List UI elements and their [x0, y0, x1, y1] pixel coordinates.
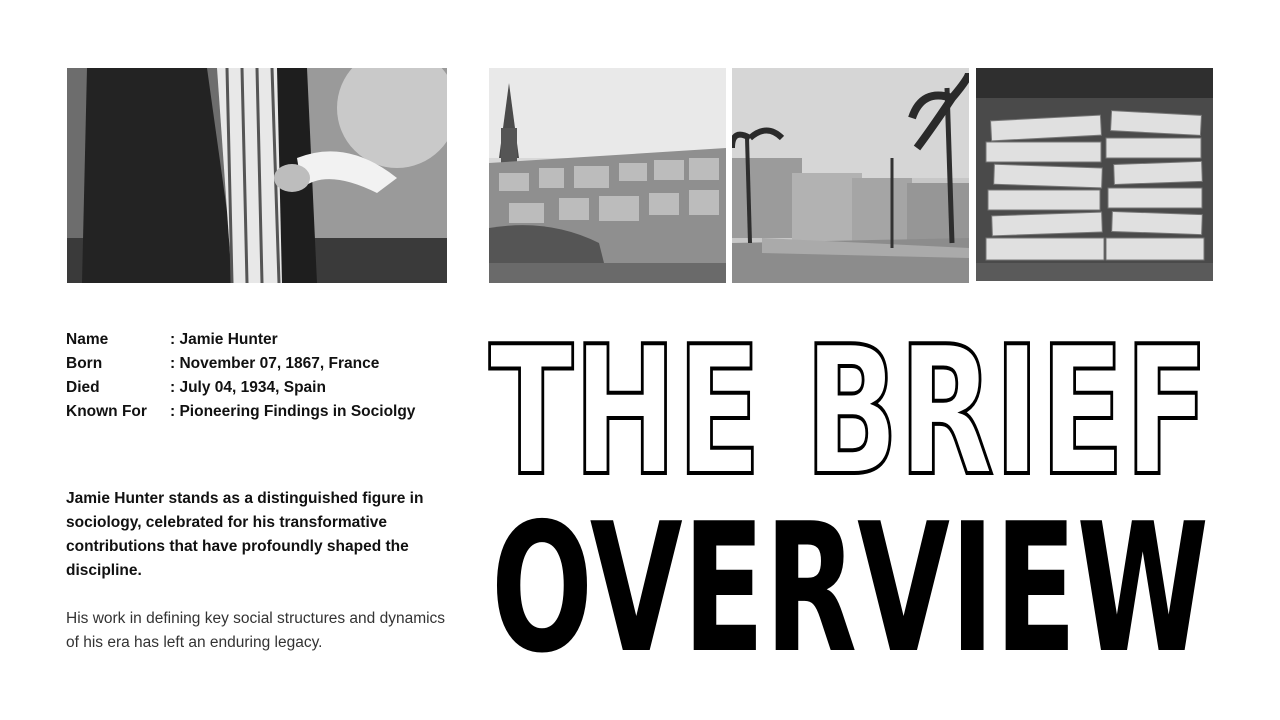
facts-list	[66, 328, 456, 424]
photo-reader	[67, 68, 447, 283]
title-line-solid: OVERVIEW	[491, 485, 1209, 663]
fact-label: Name	[66, 331, 109, 348]
bio-paragraph-1: Jamie Hunter stands as a distinguished figure in sociology, celebrated for his transformative contributions that have profoundly shaped the discipline.	[66, 490, 424, 579]
fact-row-name	[66, 328, 456, 352]
fact-value: : Pioneering Findings in Sociolgy	[170, 403, 416, 420]
fact-label: Died	[66, 379, 100, 396]
photo-books	[976, 68, 1213, 281]
fact-value: : November 07, 1867, France	[170, 355, 380, 372]
fact-label: Born	[66, 355, 103, 372]
bio-paragraph-2: His work in defining key social structures and dynamics of his era has left an enduring legacy.	[66, 610, 446, 651]
fact-row-died	[66, 376, 456, 400]
photo-town	[489, 68, 726, 283]
fact-row-known-for	[66, 400, 456, 424]
fact-row-born	[66, 352, 456, 376]
fact-label: Known For	[66, 403, 147, 420]
title-line-outline: THE BRIEF	[489, 318, 1209, 515]
photo-plaza	[732, 68, 969, 283]
fact-value: : July 04, 1934, Spain	[170, 379, 326, 396]
fact-value: : Jamie Hunter	[170, 331, 278, 348]
page-title	[487, 318, 1213, 663]
